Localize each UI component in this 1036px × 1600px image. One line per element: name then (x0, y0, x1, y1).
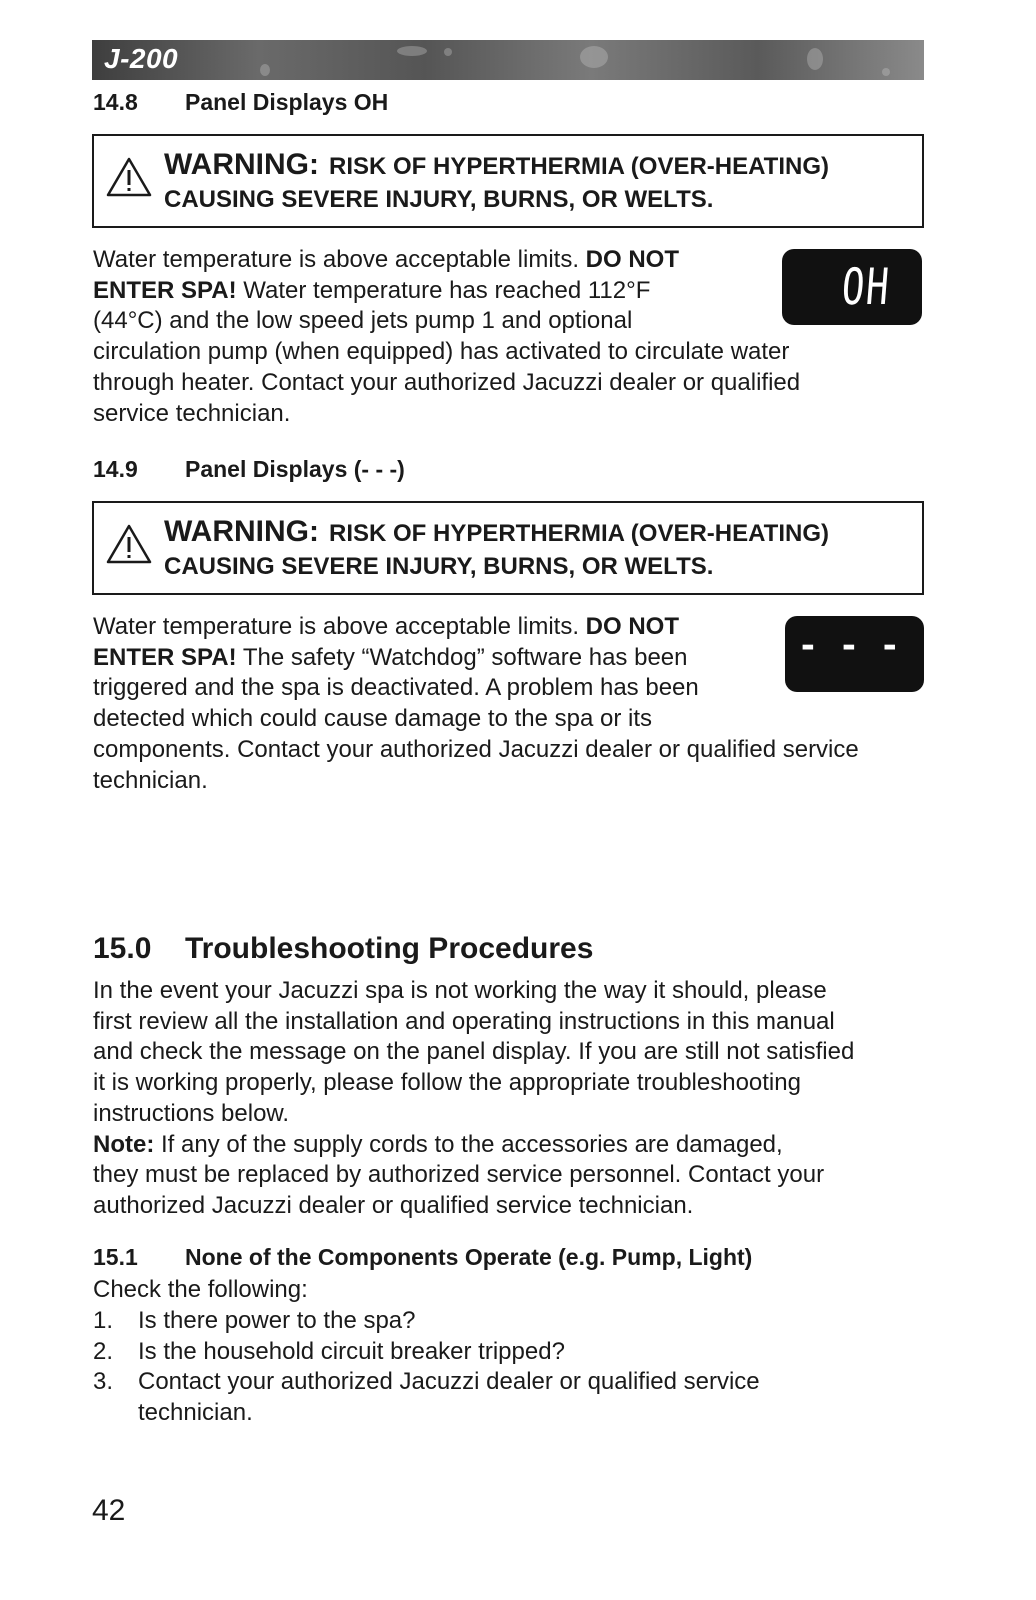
body-text: components. Contact your authorized Jacuzzi dealer or qualified service (93, 735, 859, 763)
body-bold: DO NOT (585, 613, 679, 640)
body-text: If any of the supply cords to the accessories are damaged, (154, 1130, 783, 1158)
body-text: technician. (93, 766, 208, 794)
section-title: None of the Components Operate (e.g. Pump, Light) (185, 1244, 753, 1270)
section-title: Panel Displays OH (185, 89, 389, 115)
body-text: and check the message on the panel display. If you are still not satisfied (93, 1038, 855, 1066)
body-text: triggered and the spa is deactivated. A problem has been (93, 674, 699, 702)
section-number: 15.1 (93, 1244, 138, 1270)
note-label: Note: (93, 1130, 155, 1158)
body-bold: DO NOT (585, 246, 679, 273)
body-text: first review all the installation and operating instructions in this manual (93, 1007, 835, 1035)
list-text: technician. (138, 1399, 253, 1427)
body-text: The safety “Watchdog” software has been (236, 643, 688, 671)
page-number: 42 (92, 1494, 126, 1527)
body-text: Water temperature is above acceptable limits. (93, 613, 586, 640)
body-text: circulation pump (when equipped) has activated to circulate water (93, 338, 790, 366)
body-text: service technician. (93, 399, 291, 427)
list-item (93, 1337, 760, 1368)
body-text: authorized Jacuzzi dealer or qualified service technician. (93, 1191, 694, 1219)
section-15-0-heading (93, 932, 593, 966)
list-text: Contact your authorized Jacuzzi dealer or qualified service (138, 1368, 760, 1396)
section-14-9-heading (93, 456, 405, 483)
warning-text: RISK OF HYPERTHERMIA (OVER-HEATING) (328, 520, 829, 547)
section-15-0-intro (93, 976, 854, 1222)
warning-text: RISK OF HYPERTHERMIA (OVER-HEATING) (328, 153, 829, 180)
warning-text: CAUSING SEVERE INJURY, BURNS, OR WELTS. (164, 186, 714, 213)
body-text: Water temperature is above acceptable limits. (93, 246, 586, 273)
list-item (93, 1306, 760, 1337)
list-number: 2. (93, 1337, 114, 1365)
warning-box-14-9 (92, 501, 924, 595)
body-text: In the event your Jacuzzi spa is not working the way it should, please (93, 977, 827, 1004)
body-text: detected which could cause damage to the spa or its (93, 705, 653, 733)
section-14-8-body (93, 245, 800, 429)
body-text: Water temperature has reached 112°F (236, 276, 651, 304)
display-text: OH (839, 258, 893, 316)
body-text: it is working properly, please follow the appropriate troubleshooting (93, 1069, 801, 1097)
header-banner (92, 40, 924, 80)
section-14-9-body (93, 612, 859, 796)
warning-text: CAUSING SEVERE INJURY, BURNS, OR WELTS. (164, 553, 714, 580)
body-bold: ENTER SPA! (93, 276, 237, 304)
body-text: they must be replaced by authorized service personnel. Contact your (93, 1161, 825, 1189)
section-14-8-heading (93, 89, 388, 116)
section-number: 14.9 (93, 456, 138, 482)
warning-label: WARNING: (164, 148, 319, 181)
list-text: Is there power to the spa? (138, 1307, 416, 1334)
section-15-1-heading (93, 1244, 752, 1271)
header-title: J-200 (104, 43, 179, 74)
section-title: Panel Displays (- - -) (185, 456, 405, 482)
warning-box-14-8 (92, 134, 924, 228)
list-item (93, 1367, 760, 1428)
body-text: Check the following: (93, 1276, 308, 1303)
warning-label: WARNING: (164, 515, 319, 548)
list-text: Is the household circuit breaker tripped? (138, 1337, 565, 1365)
panel-display-oh (782, 249, 922, 325)
panel-display-dashes (785, 616, 924, 692)
body-bold: ENTER SPA! (93, 643, 237, 671)
list-number: 1. (93, 1307, 114, 1334)
body-text: instructions below. (93, 1099, 290, 1127)
checklist (93, 1306, 760, 1429)
section-title: Troubleshooting Procedures (185, 932, 594, 965)
list-number: 3. (93, 1368, 114, 1396)
display-text: - - - (797, 626, 900, 666)
section-number: 14.8 (93, 89, 138, 115)
section-number: 15.0 (93, 932, 152, 965)
body-text: through heater. Contact your authorized Jacuzzi dealer or qualified (93, 368, 801, 396)
section-15-1-lead (93, 1275, 308, 1306)
warning-triangle-icon (106, 156, 152, 198)
body-text: (44°C) and the low speed jets pump 1 and optional (93, 307, 633, 335)
warning-triangle-icon (106, 523, 152, 565)
